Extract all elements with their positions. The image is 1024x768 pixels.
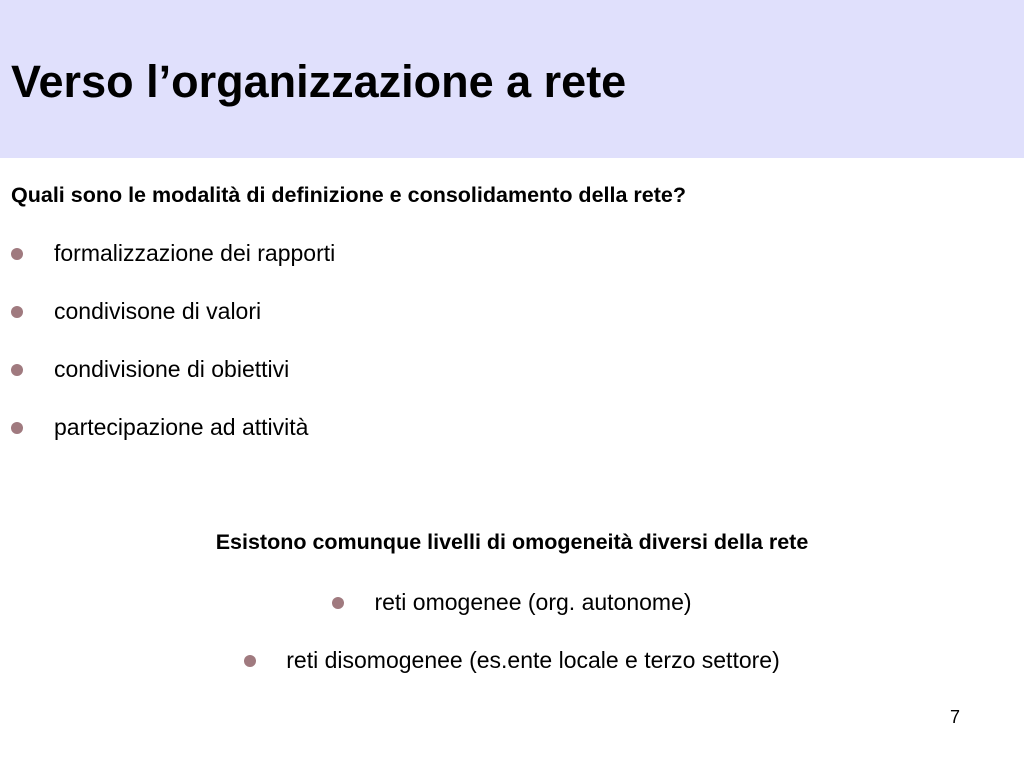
centered-item-content (244, 644, 780, 676)
section-subheading: Esistono comunque livelli di omogeneità diversi della rete (215, 530, 809, 554)
bullet-dot-icon (244, 655, 256, 667)
centered-list-item (0, 644, 1024, 676)
centered-item-content (332, 586, 691, 618)
question-heading: Quali sono le modalità di definizione e consolidamento della rete? (11, 183, 686, 207)
list-item-text: condivisone di valori (54, 298, 262, 324)
bullet-dot-icon (11, 248, 23, 260)
page-number: 7 (949, 707, 960, 727)
list-item-text: partecipazione ad attività (54, 414, 309, 440)
slide-title: Verso l’organizzazione a rete (11, 56, 627, 107)
centered-item-text: reti omogenee (org. autonome) (374, 589, 692, 615)
centered-list-item (0, 586, 1024, 618)
title-banner (0, 0, 1024, 158)
bullet-dot-icon (11, 422, 23, 434)
centered-item-text: reti disomogenee (es.ente locale e terzo settore) (286, 647, 780, 673)
bullet-dot-icon (11, 306, 23, 318)
list-item-text: formalizzazione dei rapporti (54, 240, 336, 266)
bullet-dot-icon (332, 597, 344, 609)
list-item-text: condivisione di obiettivi (54, 356, 290, 382)
bullet-dot-icon (11, 364, 23, 376)
